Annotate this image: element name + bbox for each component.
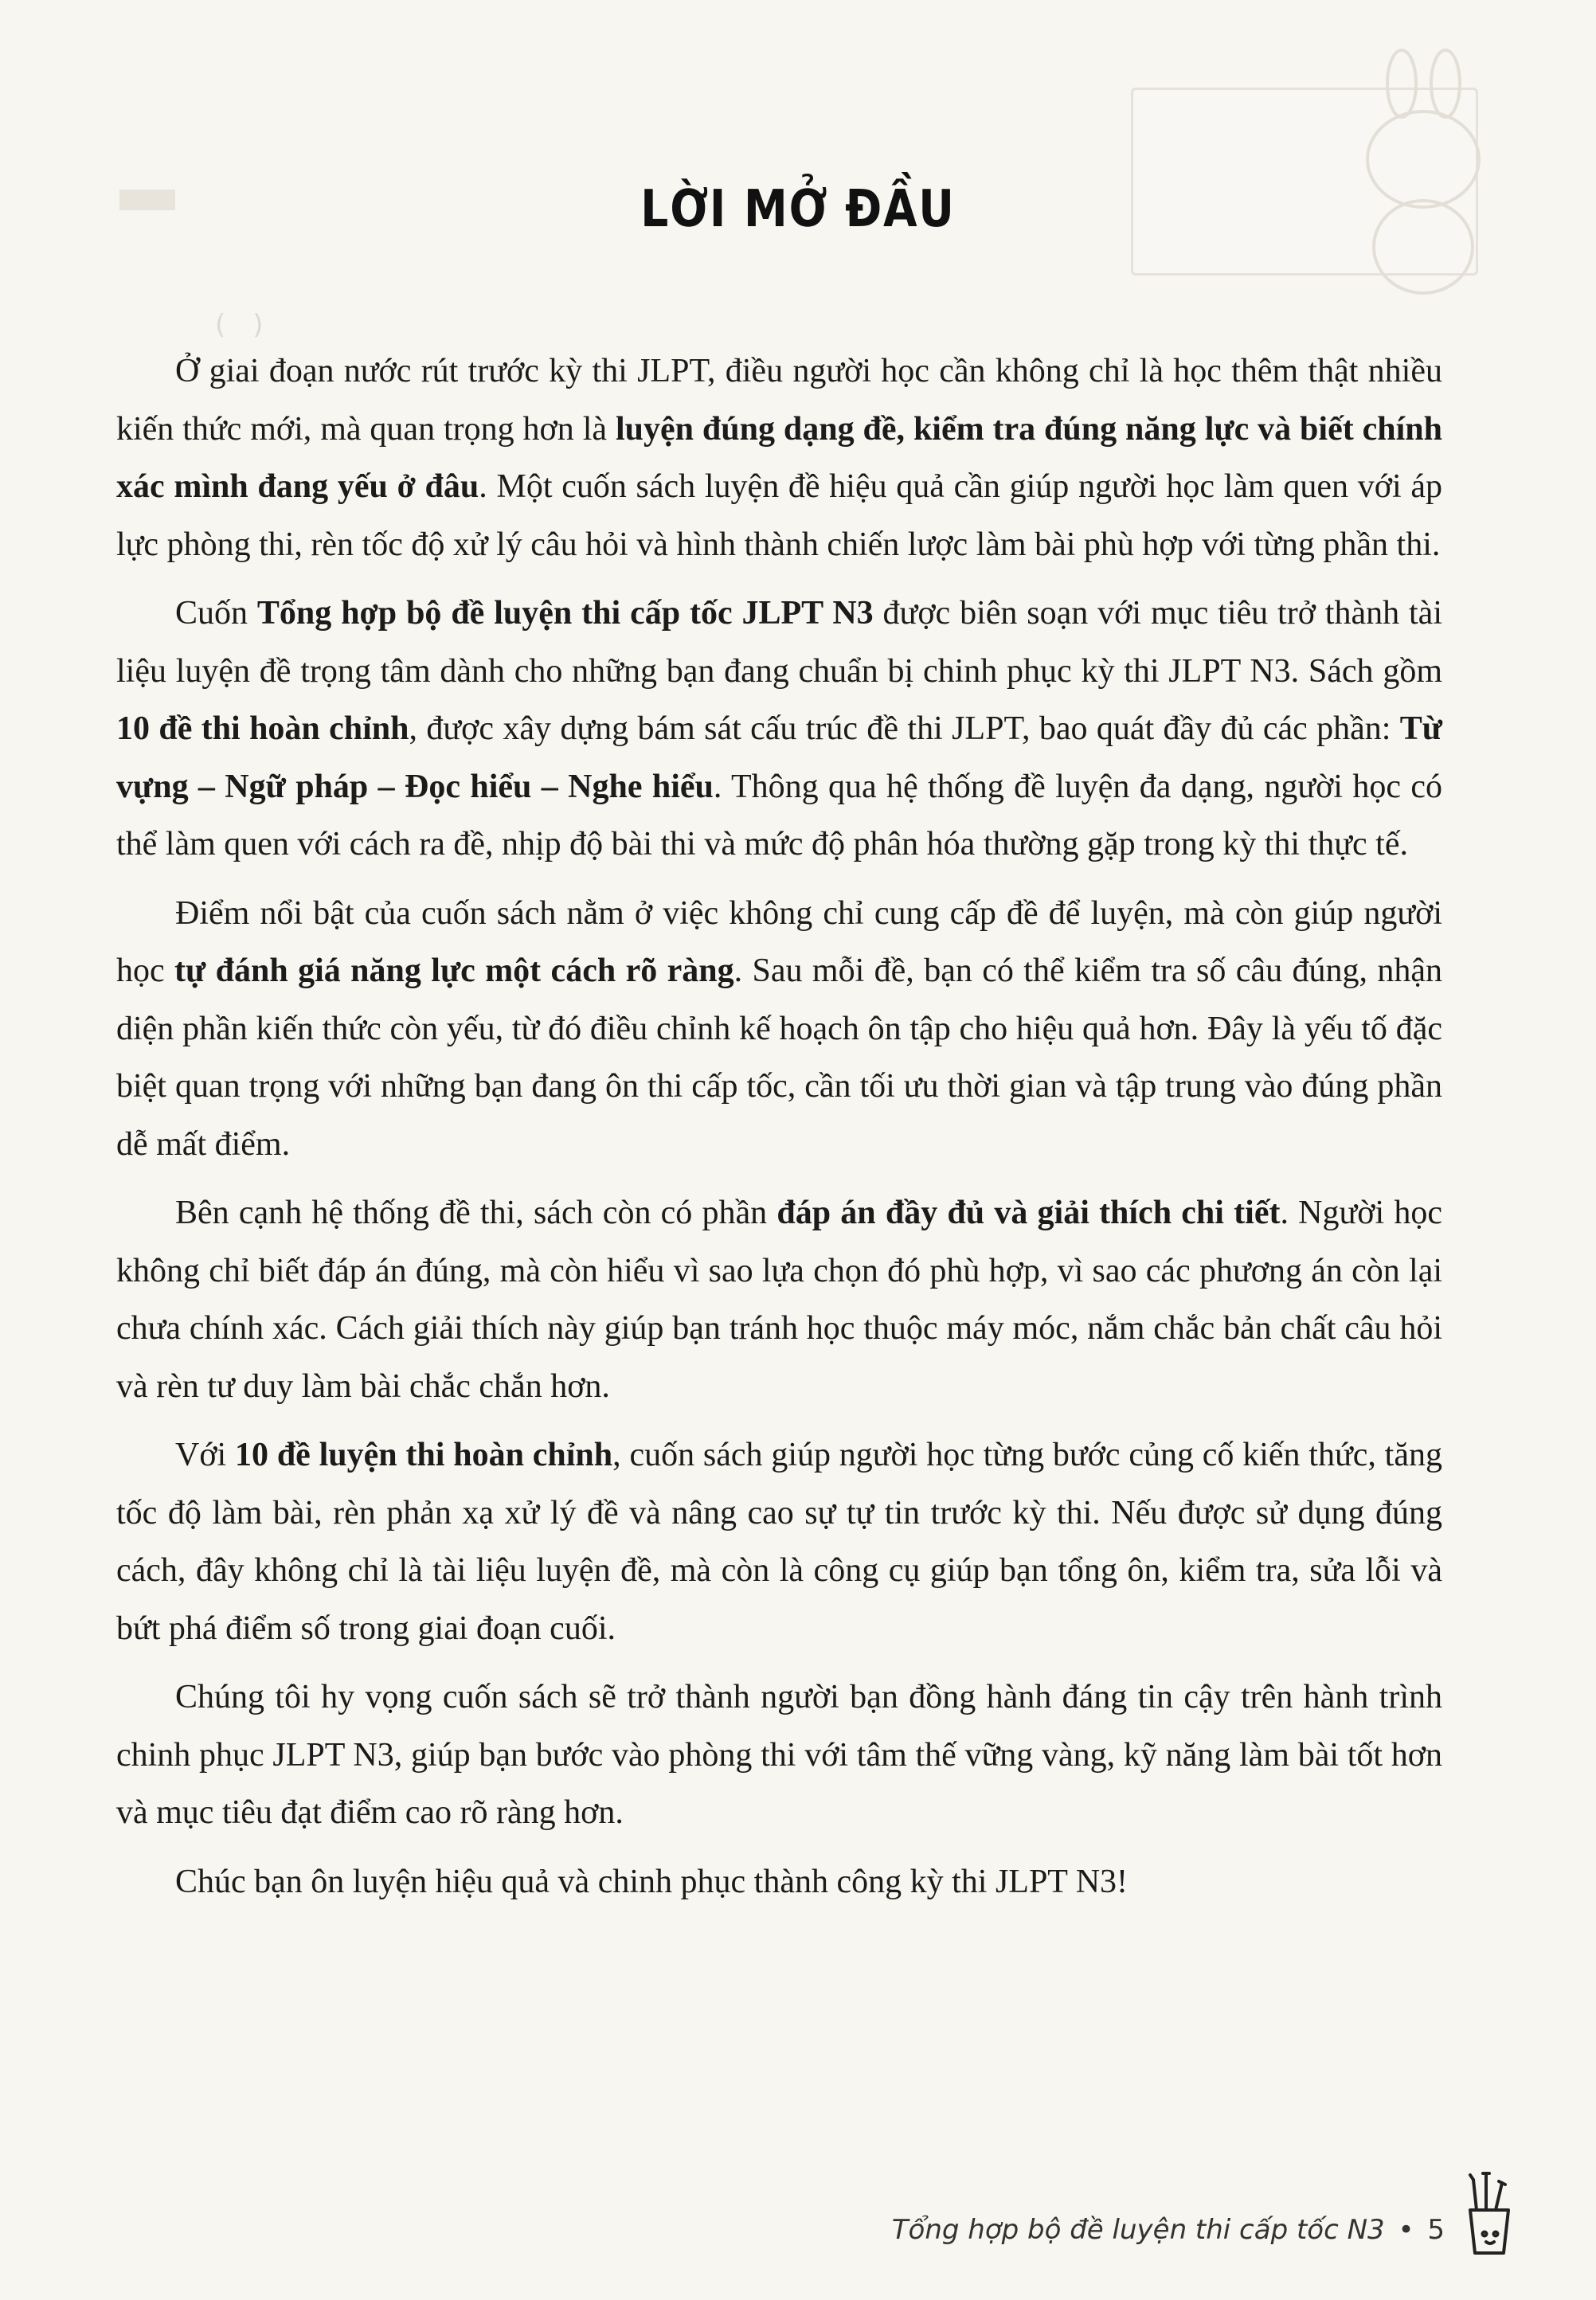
- paragraph-text: . Sau mỗi đề, bạn có thể kiểm tra số câu đúng, nhận diện phần kiến thức còn yếu, từ đó điều chỉnh kế hoạch ôn tập cho hiệu quả hơn. Đây là yếu tố đặc biệt quan trọng với những bạn đang ôn thi cấp tốc, cần tối ưu thời gian và tập trung vào đúng phần dễ mất điểm.: [116, 952, 1443, 1163]
- paragraph-text: Bên cạnh hệ thống đề thi, sách còn có phần: [175, 1195, 777, 1231]
- footer-book-title: Tổng hợp bộ đề luyện thi cấp tốc N3: [891, 2214, 1385, 2246]
- preface-paragraph: [116, 1184, 1442, 1415]
- emphasis-text: Từ vựng – Ngữ pháp – Đọc hiểu – Nghe hiểu: [116, 710, 1442, 805]
- page-footer: [892, 2214, 1445, 2246]
- paragraph-text: . Một cuốn sách luyện đề hiệu quả cần giúp người học làm quen với áp lực phòng thi, rèn tốc độ xử lý câu hỏi và hình thành chiến lược làm bài phù hợp với từng phần thi.: [116, 468, 1442, 563]
- preface-paragraph: [116, 585, 1442, 874]
- preface-paragraph: [116, 1426, 1442, 1657]
- preface-body: [116, 342, 1442, 1922]
- pencil-cup-icon: [1459, 2170, 1515, 2258]
- ghost-text: ( ): [215, 309, 507, 341]
- footer-separator: •: [1398, 2214, 1414, 2246]
- paragraph-text: Chúc bạn ôn luyện hiệu quả và chinh phục thành công kỳ thi JLPT N3!: [175, 1863, 1129, 1900]
- paragraph-text: Ở giai đoạn nước rút trước kỳ thi JLPT, điều người học cần không chỉ là học thêm thật nhiều kiến thức mới, mà quan trọng hơn là: [116, 353, 1442, 448]
- emphasis-text: đáp án đầy đủ và giải thích chi tiết: [776, 1195, 1281, 1231]
- page-title: LỜI MỞ ĐẦU: [640, 180, 956, 239]
- preface-paragraph: [116, 885, 1442, 1174]
- paragraph-text: Với: [175, 1437, 236, 1473]
- paragraph-text: . Thông qua hệ thống đề luyện đa dạng, người học có thể làm quen với cách ra đề, nhịp độ bài thi và mức độ phân hóa thường gặp trong kỳ thi thực tế.: [116, 768, 1442, 862]
- emphasis-text: tự đánh giá năng lực một cách rõ ràng: [174, 952, 734, 989]
- preface-paragraph: [116, 342, 1442, 573]
- paragraph-text: Chúng tôi hy vọng cuốn sách sẽ trở thành người bạn đồng hành đáng tin cậy trên hành trình chinh phục JLPT N3, giúp bạn bước vào phòng thi với tâm thế vững vàng, kỹ năng làm bài tốt hơn và mục tiêu đạt điểm cao rõ ràng hơn.: [116, 1679, 1442, 1831]
- page-number: 5: [1427, 2214, 1445, 2246]
- preface-paragraph: [116, 1853, 1442, 1911]
- emphasis-text: 10 đề luyện thi hoàn chỉnh: [235, 1437, 613, 1473]
- emphasis-text: luyện đúng dạng đề, kiểm tra đúng năng lực và biết chính xác mình đang yếu ở đâu: [116, 410, 1443, 505]
- emphasis-text: Tổng hợp bộ đề luyện thi cấp tốc JLPT N3: [256, 595, 874, 632]
- paragraph-text: , cuốn sách giúp người học từng bước củng cố kiến thức, tăng tốc độ làm bài, rèn phản xạ xử lý đề và nâng cao sự tự tin trước kỳ thi. Nếu được sử dụng đúng cách, đây không chỉ là tài liệu luyện đề, mà còn là công cụ giúp bạn tổng ôn, kiểm tra, sửa lỗi và bứt phá điểm số trong giai đoạn cuối.: [116, 1437, 1442, 1647]
- paragraph-text: Cuốn: [175, 595, 257, 632]
- preface-paragraph: [116, 1668, 1442, 1842]
- paragraph-text: , được xây dựng bám sát cấu trúc đề thi JLPT, bao quát đầy đủ các phần:: [409, 710, 1400, 747]
- paragraph-text: Điểm nổi bật của cuốn sách nằm ở việc không chỉ cung cấp đề để luyện, mà còn giúp người học: [116, 894, 1442, 989]
- paragraph-text: . Người học không chỉ biết đáp án đúng, mà còn hiểu vì sao lựa chọn đó phù hợp, vì sao các phương án còn lại chưa chính xác. Cách giải thích này giúp bạn tránh học thuộc máy móc, nắm chắc bản chất câu hỏi và rèn tư duy làm bài chắc chắn hơn.: [116, 1195, 1442, 1405]
- paragraph-text: được biên soạn với mục tiêu trở thành tài liệu luyện đề trọng tâm dành cho những bạn đang chuẩn bị chinh phục kỳ thi JLPT N3. Sách gồm: [116, 595, 1442, 690]
- emphasis-text: 10 đề thi hoàn chỉnh: [116, 710, 409, 747]
